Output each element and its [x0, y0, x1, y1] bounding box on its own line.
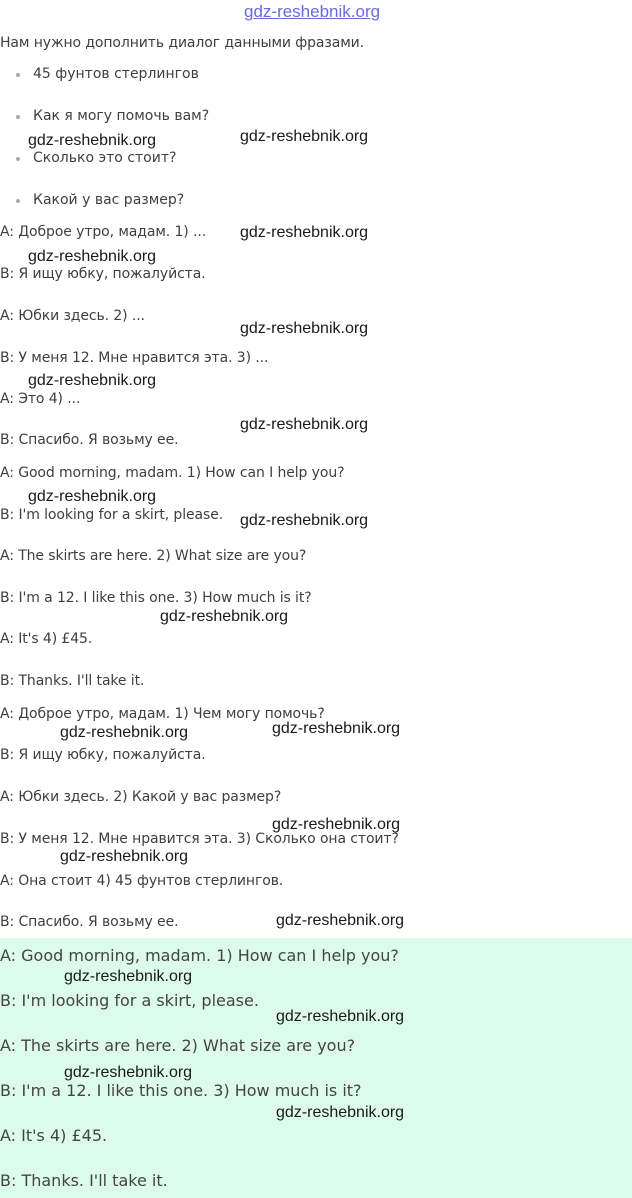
intro-text: Нам нужно дополнить диалог данными фразами. [0, 35, 365, 51]
phrase-item: 45 фунтов стерлингов [33, 66, 199, 82]
dialog-line: A: The skirts are here. 2) What size are you? [0, 1036, 356, 1055]
watermark: gdz-reshebnik.org [240, 320, 369, 337]
dialog-line: B: I'm looking for a skirt, please. [0, 991, 259, 1010]
watermark: gdz-reshebnik.org [60, 724, 189, 741]
phrase-item: Сколько это стоит? [33, 150, 177, 166]
watermark: gdz-reshebnik.org [28, 132, 157, 149]
watermark: gdz-reshebnik.org [60, 848, 189, 865]
dialog-line: B: Спасибо. Я возьму ее. [0, 432, 179, 448]
dialog-line: A: The skirts are here. 2) What size are you? [0, 548, 307, 564]
watermark: gdz-reshebnik.org [276, 1104, 405, 1121]
dialog-line: A: Это 4) ... [0, 391, 81, 407]
dialog-line: B: I'm a 12. I like this one. 3) How much is it? [0, 590, 312, 606]
watermark: gdz-reshebnik.org [28, 372, 157, 389]
dialog-line: A: Она стоит 4) 45 фунтов стерлингов. [0, 873, 284, 889]
bullet-icon [16, 199, 20, 203]
dialog-line: B: Я ищу юбку, пожалуйста. [0, 747, 206, 763]
dialog-line: B: Я ищу юбку, пожалуйста. [0, 266, 206, 282]
dialog-line: A: Юбки здесь. 2) Какой у вас размер? [0, 789, 282, 805]
watermark: gdz-reshebnik.org [28, 248, 157, 265]
watermark: gdz-reshebnik.org [240, 512, 369, 529]
dialog-line: B: I'm a 12. I like this one. 3) How much is it? [0, 1081, 362, 1100]
watermark: gdz-reshebnik.org [160, 608, 289, 625]
bullet-icon [16, 73, 20, 77]
watermark-top-link[interactable]: gdz-reshebnik.org [244, 2, 381, 21]
phrase-item: Какой у вас размер? [33, 192, 185, 208]
watermark: gdz-reshebnik.org [276, 1008, 405, 1025]
dialog-line: A: It's 4) £45. [0, 631, 93, 647]
dialog-line: B: Thanks. I'll take it. [0, 1171, 168, 1190]
watermark: gdz-reshebnik.org [28, 488, 157, 505]
dialog-line: B: Thanks. I'll take it. [0, 673, 145, 689]
watermark: gdz-reshebnik.org [240, 416, 369, 433]
watermark: gdz-reshebnik.org [64, 1064, 193, 1081]
dialog-line: A: Good morning, madam. 1) How can I help you? [0, 465, 345, 481]
watermark: gdz-reshebnik.org [272, 816, 401, 833]
watermark: gdz-reshebnik.org [272, 720, 401, 737]
bullet-icon [16, 115, 20, 119]
dialog-line: A: Доброе утро, мадам. 1) Чем могу помочь? [0, 706, 325, 722]
dialog-line: B: У меня 12. Мне нравится эта. 3) Сколько она стоит? [0, 831, 399, 847]
watermark: gdz-reshebnik.org [64, 968, 193, 985]
dialog-line: A: It's 4) £45. [0, 1126, 108, 1145]
watermark: gdz-reshebnik.org [240, 128, 369, 145]
dialog-line: B: У меня 12. Мне нравится эта. 3) ... [0, 350, 269, 366]
bullet-icon [16, 157, 20, 161]
phrase-item: Как я могу помочь вам? [33, 108, 210, 124]
dialog-line: A: Доброе утро, мадам. 1) ... [0, 224, 207, 240]
dialog-line: A: Юбки здесь. 2) ... [0, 308, 145, 324]
dialog-line: A: Good morning, madam. 1) How can I help you? [0, 946, 399, 965]
dialog-line: B: Спасибо. Я возьму ее. [0, 914, 179, 930]
watermark: gdz-reshebnik.org [276, 912, 405, 929]
dialog-line: B: I'm looking for a skirt, please. [0, 507, 224, 523]
watermark: gdz-reshebnik.org [240, 224, 369, 241]
